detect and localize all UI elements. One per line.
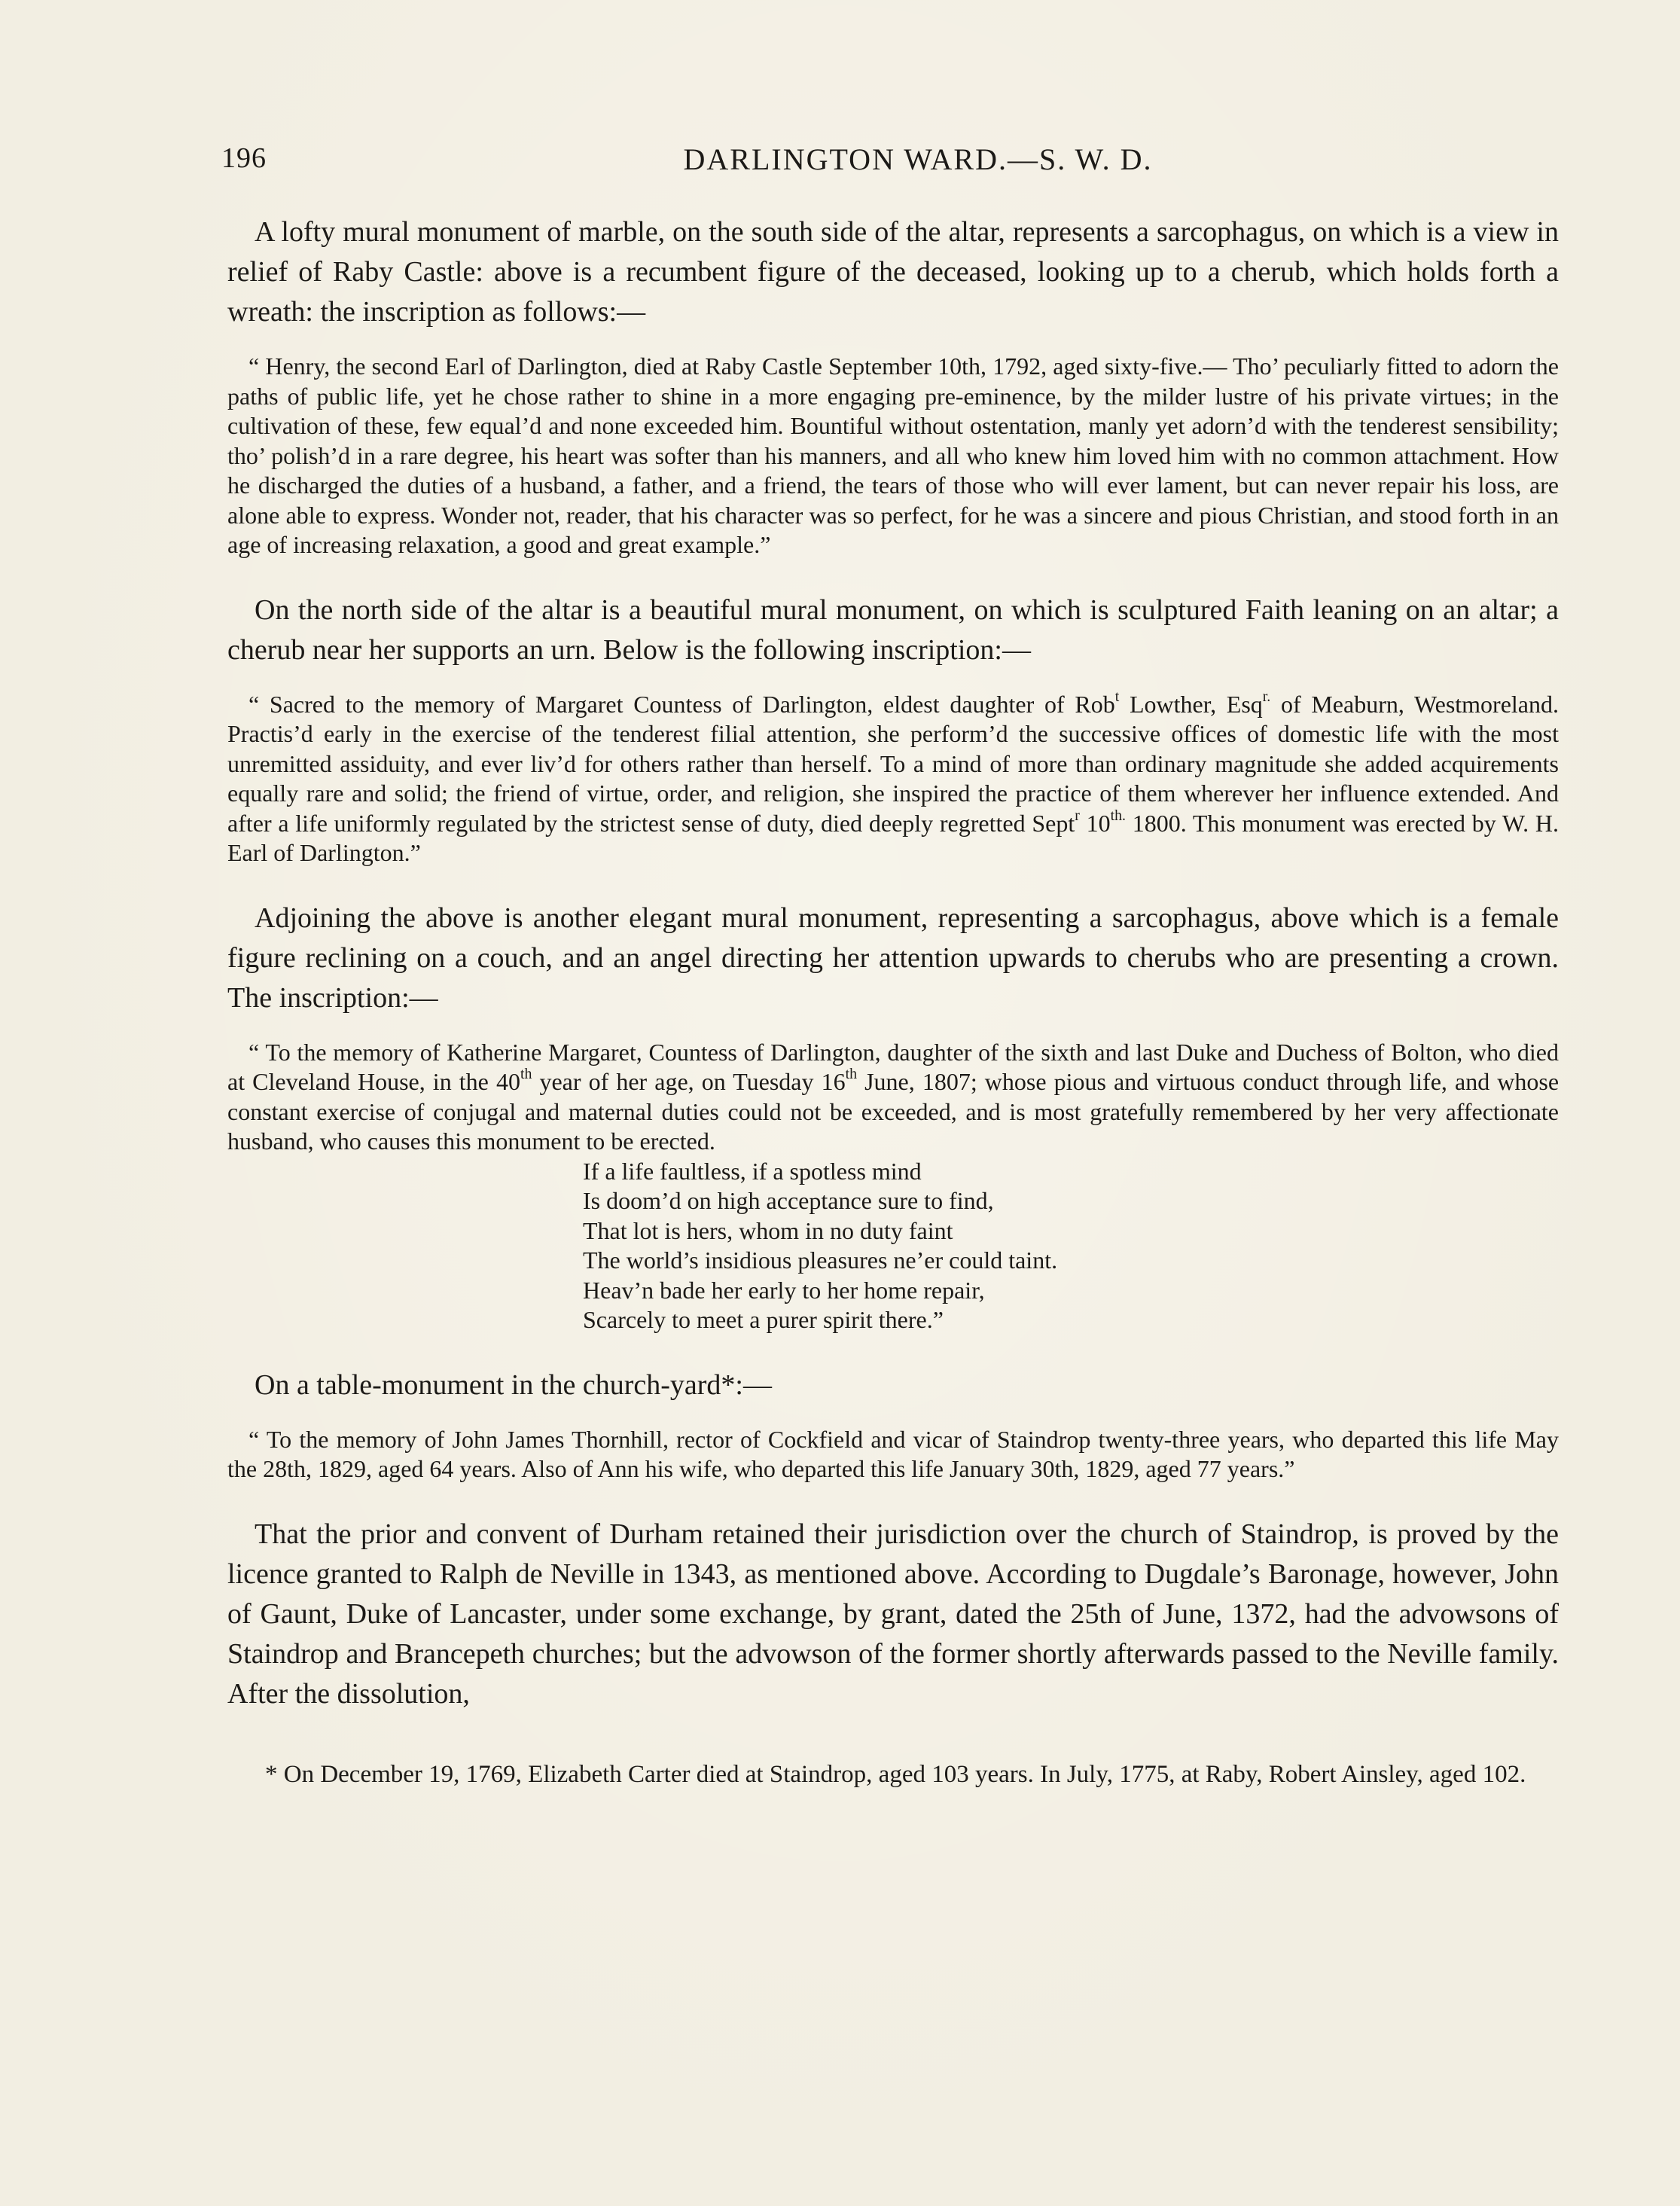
inscription-katherine-margaret [227,1038,1559,1157]
epitaph-verse [583,1157,1559,1335]
verse-line: If a life faultless, if a spotless mind [583,1157,922,1185]
footnote: * On December 19, 1769, Elizabeth Carter died at Staindrop, aged 103 years. In July, 1775, at Raby, Robert Ainsley, aged 102. [265,1760,1526,1788]
verse-line: The world’s insidious pleasures ne’er could taint. [583,1246,1058,1274]
text-fragment: 1800. This monument was erected by W. H. Earl of Darlington.” [227,809,1560,866]
superscript: r [1075,807,1080,824]
text-fragment: of Meaburn, Westmoreland. Practis’d early in the exercise of the tenderest filial attention, she perform’d the successive offices of domestic life with the most unremitted assiduity, and ever liv’d for others rather than herself. To a mind of more than ordinary magnitude she added acquirements equally rare and solid; the friend of virtue, order, and religion, she inspired the practice of them wherever her influence extended. And after a life uniformly regulated by the strictest sense of duty, died deeply regretted Sept [227,690,1560,837]
verse-line: Is doom’d on high acceptance sure to find, [583,1187,994,1214]
superscript: th [845,1066,858,1083]
body-text [227,212,1559,1790]
text-fragment: June, 1807; whose pious and virtuous conduct through life, and whose constant exercise of conjugal and maternal duties could not be exceeded, and is most gratefully remembered by her very affectionate husband, who causes this monument to be erected. [227,1068,1560,1155]
page-header [221,142,1569,187]
text-fragment: Lowther, Esq [1119,690,1263,718]
verse-line: Scarcely to meet a purer spirit there.” [583,1306,944,1333]
superscript: th. [1110,807,1126,824]
verse-line: Heav’n bade her early to her home repair, [583,1276,985,1304]
paragraph-adjoining-monument: Adjoining the above is another elegant mural monument, representing a sarcophagus, above which is a female figure reclining on a couch, and an angel directing her attention upwards to cherubs who are presenting a crown. The inscription:— [227,902,1559,1014]
text-fragment: year of her age, on Tuesday 16 [532,1068,846,1095]
paragraph-south-altar-monument: A lofty mural monument of marble, on the south side of the altar, represents a sarcophagus, on which is a view in relief of Raby Castle: above is a recumbent figure of the deceased, looking up to a cherub, which holds forth a wreath: the inscription as follows:— [227,216,1559,328]
paragraph-jurisdiction: That the prior and convent of Durham retained their jurisdiction over the church of Staindrop, is proved by the licence granted to Ralph de Neville in 1343, as mentioned above. According to Dugdale’s Baronage, however, John of Gaunt, Duke of Lancaster, under some exchange, by grant, dated the 25th of June, 1372, had the advowsons of Staindrop and Brancepeth churches; but the advowson of the former shortly afterwards passed to the Neville family. After the dissolution, [227,1518,1559,1710]
page-number: 196 [221,142,267,174]
paragraph-table-monument: On a table-monument in the church-yard*:— [255,1368,772,1401]
paragraph-north-altar-monument: On the north side of the altar is a beautiful mural monument, on which is sculptured Faith leaning on an altar; a cherub near her supports an urn. Below is the following inscription:— [227,593,1559,666]
inscription-thornhill: “ To the memory of John James Thornhill, rector of Cockfield and vicar of Staindrop twenty-three years, who departed this life May the 28th, 1829, aged 64 years. Also of Ann his wife, who departed this life January 30th, 1829, aged 77 years.” [227,1425,1559,1482]
superscript: t [1114,688,1120,705]
inscription-margaret-countess [227,690,1559,868]
superscript: th [520,1066,532,1083]
text-fragment: “ To the memory of Katherine Margaret, Countess of Darlington, daughter of the sixth and last Duke and Duchess of Bolton, who died at Cleveland House, in the 40 [227,1038,1559,1095]
verse-line: That lot is hers, whom in no duty faint [583,1216,953,1244]
text-fragment: “ Sacred to the memory of Margaret Countess of Darlington, eldest daughter of Rob [248,690,1115,718]
superscript: r. [1262,688,1271,705]
text-fragment: 10 [1079,809,1111,837]
inscription-henry-earl: “ Henry, the second Earl of Darlington, died at Raby Castle September 10th, 1792, aged sixty-five.— Tho’ peculiarly fitted to adorn the paths of public life, yet he chose rather to shine in a more engaging pre-eminence, by the milder lustre of his private virtues; in the cultivation of these, few equal’d and none exceeded him. Bountiful without ostentation, manly yet adorn’d with the tenderest sensibility; tho’ polish’d in a rare degree, his heart was softer than his manners, and all who knew him loved him with no common attachment. How he discharged the duties of a husband, a father, and a friend, the tears of those who will ever lament, but can never repair his loss, are alone able to express. Wonder not, reader, that his character was so perfect, for he was a sincere and pious Christian, and stood forth in an age of increasing relaxation, a good and great example.” [227,352,1559,558]
running-head: DARLINGTON WARD.—S. W. D. [683,142,1153,176]
